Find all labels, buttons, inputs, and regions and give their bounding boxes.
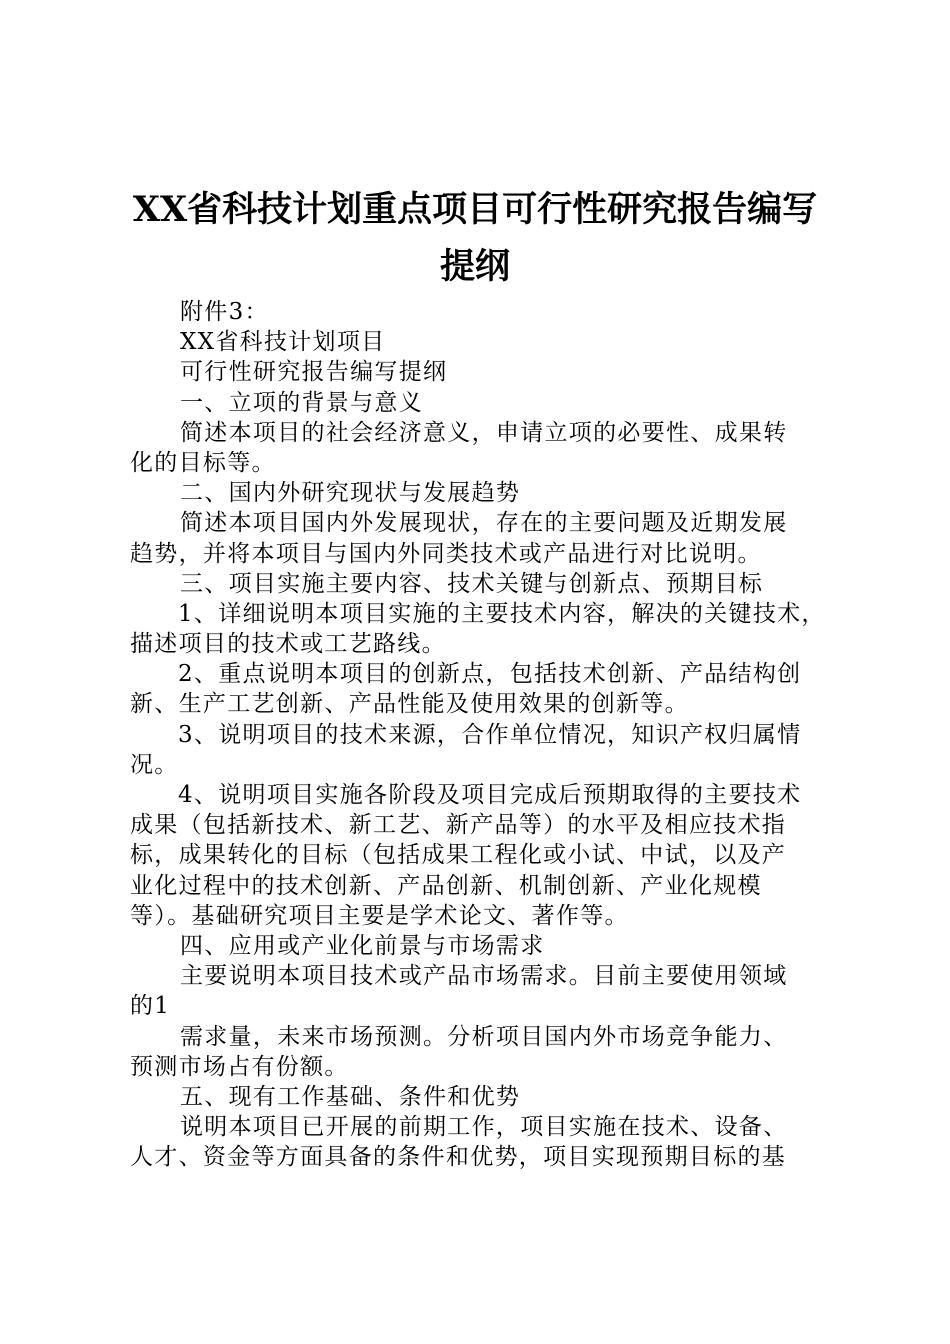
paragraph-line: 说明本项目已开展的前期工作，项目实施在技术、设备、 [180, 1114, 788, 1141]
paragraph-line: 主要说明本项目技术或产品市场需求。目前主要使用领域 [180, 963, 788, 990]
paragraph-line: 描述项目的技术或工艺路线。 [130, 631, 446, 658]
section-heading: 五、现有工作基础、条件和优势 [180, 1083, 521, 1110]
paragraph-line: 业化过程中的技术创新、产品创新、机制创新、产业化规模 [130, 872, 762, 899]
paragraph-line: 的1 [130, 993, 171, 1020]
section-heading: 四、应用或产业化前景与市场需求 [180, 932, 545, 959]
section-heading: 二、国内外研究现状与发展趋势 [180, 480, 521, 507]
subtitle-line: XX省科技计划项目 [180, 329, 386, 356]
paragraph-line: 3、说明项目的技术来源，合作单位情况，知识产权归属情 [178, 721, 802, 748]
attachment-label: 附件3： [180, 299, 269, 325]
paragraph-line: 况。 [130, 751, 179, 778]
paragraph-line: 1、详细说明本项目实施的主要技术内容，解决的关键技术， [178, 600, 826, 627]
paragraph-line: 趋势，并将本项目与国内外同类技术或产品进行对比说明。 [130, 540, 762, 567]
paragraph-line: 需求量，未来市场预测。分析项目国内外市场竞争能力、 [180, 1023, 788, 1050]
document-title-line-1: XX省科技计划重点项目可行性研究报告编写 [132, 189, 818, 230]
document-body [130, 297, 840, 1172]
paragraph-line: 预测市场占有份额。 [130, 1053, 349, 1080]
paragraph-line: 4、说明项目实施各阶段及项目完成后预期取得的主要技术 [178, 782, 802, 808]
section-heading: 一、立项的背景与意义 [180, 389, 423, 416]
paragraph-line: 标，成果转化的目标（包括成果工程化或小试、中试，以及产 [130, 842, 787, 869]
paragraph-line: 简述本项目的社会经济意义，申请立项的必要性、成果转 [180, 419, 788, 446]
paragraph-line: 等）。基础研究项目主要是学术论文、著作等。 [130, 902, 629, 929]
paragraph-line: 新、生产工艺创新、产品性能及使用效果的创新等。 [130, 691, 689, 718]
section-heading: 三、项目实施主要内容、技术关键与创新点、预期目标 [180, 570, 764, 597]
paragraph-line: 化的目标等。 [130, 449, 276, 476]
paragraph-line: 2、重点说明本项目的创新点，包括技术创新、产品结构创 [178, 661, 802, 688]
paragraph-line: 成果（包括新技术、新工艺、新产品等）的水平及相应技术指 [130, 812, 787, 839]
paragraph-line: 简述本项目国内外发展现状，存在的主要问题及近期发展 [180, 510, 788, 537]
document-title-line-2: 提纲 [439, 246, 510, 287]
subtitle-line: 可行性研究报告编写提纲 [180, 359, 448, 386]
paragraph-line: 人才、资金等方面具备的条件和优势，项目实现预期目标的基 [130, 1144, 787, 1171]
